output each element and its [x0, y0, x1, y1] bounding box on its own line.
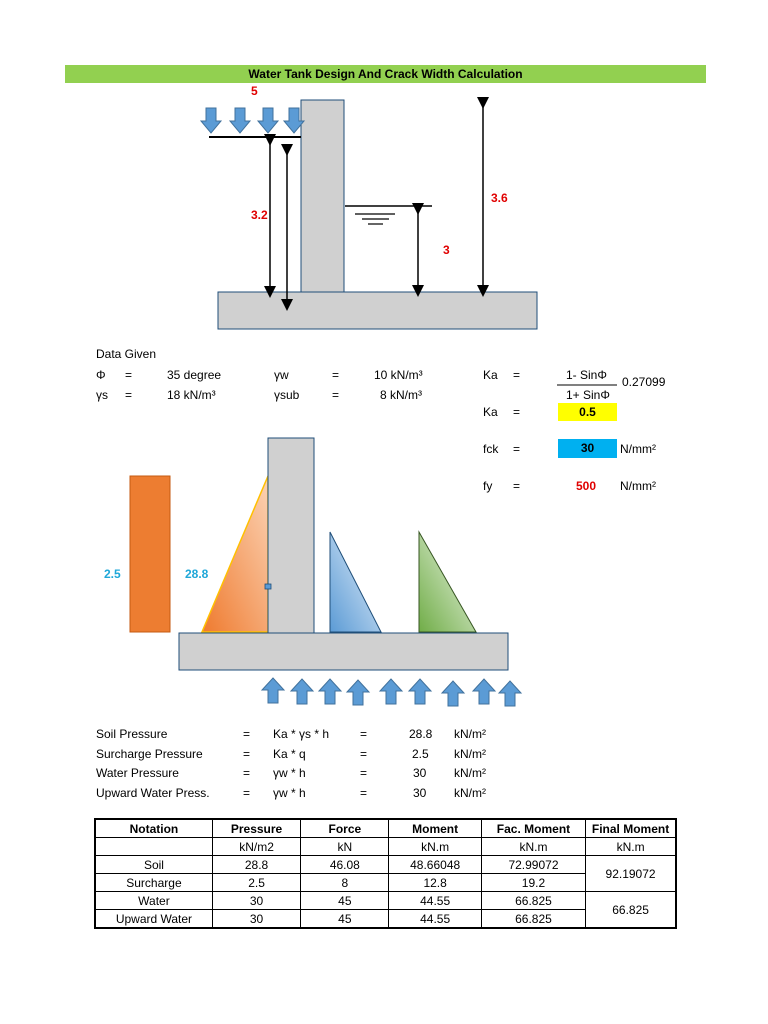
pressure-unit: kN/m²: [454, 727, 486, 741]
uplift-arrow: [319, 679, 341, 704]
soil-pressure-triangle: [202, 476, 268, 632]
table-cell: 72.99072: [481, 856, 585, 874]
table-cell: kN/m2: [212, 838, 300, 856]
table-cell: 48.66048: [389, 856, 481, 874]
gamma-s-value: 18 kN/m³: [167, 388, 216, 402]
soil-height-label: 3.2: [251, 208, 268, 222]
ka-adopted-value: 0.5: [558, 403, 617, 421]
wall-2: [268, 438, 314, 633]
equals-sign: =: [125, 368, 133, 382]
table-header: Notation: [95, 819, 212, 838]
equals-sign: =: [125, 388, 133, 402]
equals-sign: =: [360, 747, 368, 761]
surcharge-arrow: [230, 108, 250, 133]
table-cell: 12.8: [389, 874, 481, 892]
equals-sign: =: [360, 786, 368, 800]
table-cell: kN.m: [389, 838, 481, 856]
table-header-row: [95, 819, 676, 838]
base-slab-2: [179, 633, 508, 670]
table-cell: 44.55: [389, 910, 481, 929]
table-cell: Upward Water: [95, 910, 212, 929]
uplift-arrow: [499, 681, 521, 706]
fy-value: 500: [576, 479, 597, 493]
table-cell: Soil: [95, 856, 212, 874]
gamma-sub-symbol: γsub: [274, 388, 300, 402]
uplift-arrow: [262, 678, 284, 703]
pressure-value: 30: [413, 786, 427, 800]
table-header: Fac. Moment: [481, 819, 585, 838]
equals-sign: =: [513, 479, 521, 493]
uplift-arrow: [347, 680, 369, 705]
equals-sign: =: [513, 405, 521, 419]
table-cell: 66.825: [481, 910, 585, 929]
pressure-name: Upward Water Press.: [96, 786, 210, 800]
equals-sign: =: [243, 766, 251, 780]
pressure-name: Water Pressure: [96, 766, 179, 780]
table-row: [95, 892, 676, 910]
pressure-value: 30: [413, 766, 427, 780]
water-height-label: 3: [443, 243, 450, 257]
final-moment-soil: 92.19072: [586, 856, 676, 892]
table-cell: [95, 838, 212, 856]
equals-sign: =: [513, 368, 521, 382]
ka-numerator: 1- SinΦ: [566, 368, 607, 382]
table-cell: Surcharge: [95, 874, 212, 892]
table-cell: 28.8: [212, 856, 300, 874]
table-cell: 30: [212, 910, 300, 929]
table-header: Force: [301, 819, 389, 838]
ka-denominator: 1+ SinΦ: [566, 388, 610, 402]
table-cell: kN.m: [586, 838, 676, 856]
equals-sign: =: [243, 747, 251, 761]
wall: [301, 100, 344, 292]
soil-pressure-label: 28.8: [185, 567, 209, 581]
fy-label: fy: [483, 479, 493, 493]
gamma-w-symbol: γw: [274, 368, 289, 382]
gamma-sub-value: 8 kN/m³: [380, 388, 422, 402]
phi-symbol: Φ: [96, 368, 106, 382]
table-header: Final Moment: [586, 819, 676, 838]
equals-sign: =: [513, 442, 521, 456]
equals-sign: =: [360, 766, 368, 780]
fck-unit: N/mm²: [620, 442, 656, 456]
submerged-pressure-triangle: [419, 532, 476, 632]
table-cell: 2.5: [212, 874, 300, 892]
pressure-unit: kN/m²: [454, 766, 486, 780]
moment-table: [94, 818, 677, 929]
uplift-arrow: [291, 679, 313, 704]
table-header: Pressure: [212, 819, 300, 838]
equals-sign: =: [332, 368, 340, 382]
page-title: Water Tank Design And Crack Width Calculation: [65, 65, 706, 83]
table-cell: 45: [301, 910, 389, 929]
table-cell: 46.08: [301, 856, 389, 874]
pressure-name: Soil Pressure: [96, 727, 168, 741]
equals-sign: =: [332, 388, 340, 402]
ka-calculated: 0.27099: [622, 375, 666, 389]
ka-adopted-label: Ka: [483, 405, 498, 419]
pressure-value: 28.8: [409, 727, 433, 741]
table-cell: 45: [301, 892, 389, 910]
uplift-arrow: [473, 679, 495, 704]
fck-value: 30: [558, 439, 617, 458]
pressure-value: 2.5: [412, 747, 429, 761]
surcharge-pressure-bar: [130, 476, 170, 632]
table-cell: 44.55: [389, 892, 481, 910]
table-cell: 66.825: [481, 892, 585, 910]
fy-unit: N/mm²: [620, 479, 656, 493]
table-cell: 19.2: [481, 874, 585, 892]
pressure-name: Surcharge Pressure: [96, 747, 203, 761]
ka-label: Ka: [483, 368, 498, 382]
pressure-formula: γw * h: [273, 786, 306, 800]
gamma-s-symbol: γs: [96, 388, 108, 402]
phi-value: 35 degree: [167, 368, 222, 382]
pressure-unit: kN/m²: [454, 747, 486, 761]
uplift-arrow: [380, 679, 402, 704]
equals-sign: =: [243, 727, 251, 741]
data-given-heading: Data Given: [96, 347, 157, 361]
table-row: [95, 856, 676, 874]
uplift-arrow: [409, 679, 431, 704]
uplift-arrow: [442, 681, 464, 706]
final-moment-water: 66.825: [586, 892, 676, 929]
surcharge-pressure-label: 2.5: [104, 567, 121, 581]
pressure-formula: Ka * γs * h: [273, 727, 330, 741]
table-cell: kN.m: [481, 838, 585, 856]
table-unit-row: [95, 838, 676, 856]
surcharge-label: 5: [251, 84, 258, 98]
surcharge-arrow: [201, 108, 221, 133]
equals-sign: =: [360, 727, 368, 741]
pressure-formula: γw * h: [273, 766, 306, 780]
table-header: Moment: [389, 819, 481, 838]
table-cell: Water: [95, 892, 212, 910]
gamma-w-value: 10 kN/m³: [374, 368, 423, 382]
table-cell: 8: [301, 874, 389, 892]
fck-label: fck: [483, 442, 499, 456]
water-pressure-triangle: [330, 532, 381, 632]
base-slab: [218, 292, 537, 329]
wall-height-label: 3.6: [491, 191, 508, 205]
equals-sign: =: [243, 786, 251, 800]
table-cell: 30: [212, 892, 300, 910]
surcharge-arrow: [258, 108, 278, 133]
pressure-formula: Ka * q: [273, 747, 306, 761]
table-cell: kN: [301, 838, 389, 856]
pressure-unit: kN/m²: [454, 786, 486, 800]
